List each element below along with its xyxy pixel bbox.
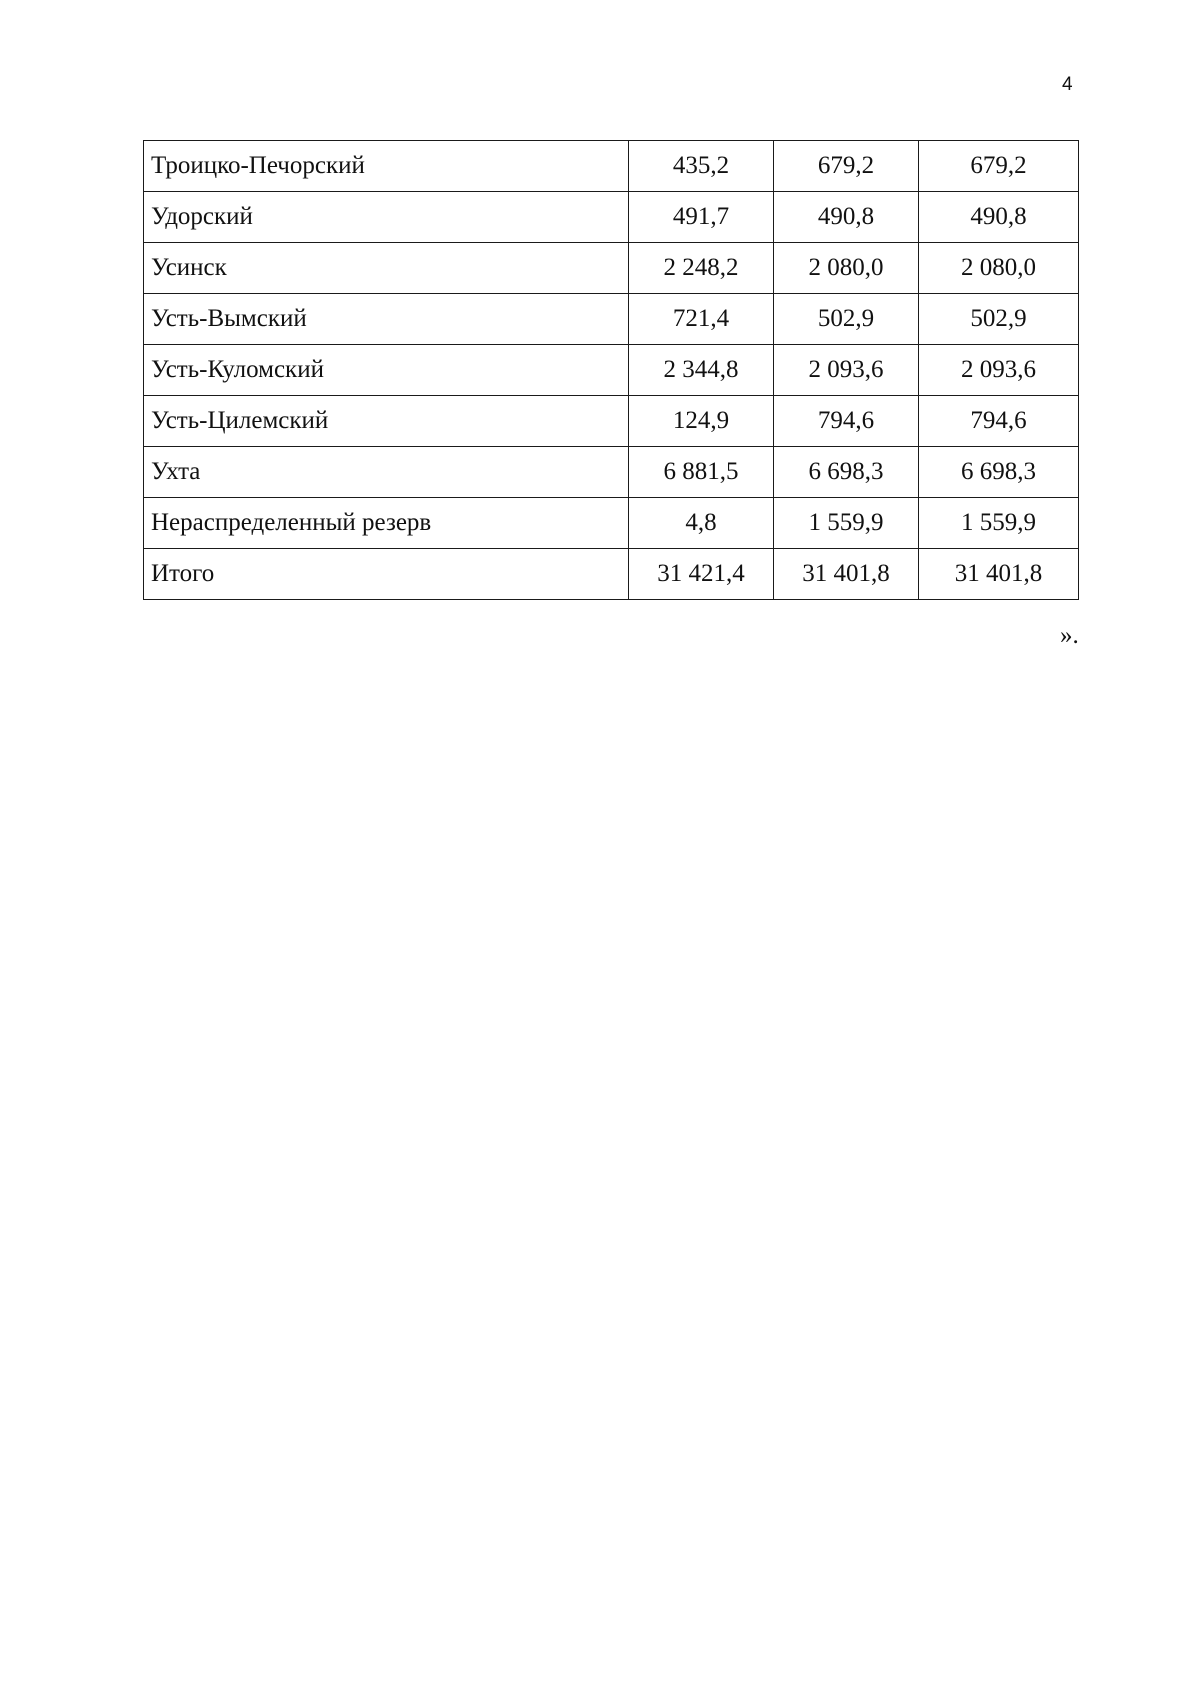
value-cell: 502,9	[919, 294, 1079, 345]
value-cell: 502,9	[774, 294, 919, 345]
total-value-cell: 31 401,8	[919, 549, 1079, 600]
total-label-cell: Итого	[144, 549, 629, 600]
value-cell: 2 080,0	[774, 243, 919, 294]
value-cell: 6 881,5	[629, 447, 774, 498]
value-cell: 2 248,2	[629, 243, 774, 294]
total-value-cell: 31 421,4	[629, 549, 774, 600]
value-cell: 1 559,9	[774, 498, 919, 549]
row-name-cell: Нераспределенный резерв	[144, 498, 629, 549]
row-name-cell: Усть-Куломский	[144, 345, 629, 396]
table-row	[144, 396, 1079, 447]
table-row	[144, 294, 1079, 345]
value-cell: 6 698,3	[919, 447, 1079, 498]
table-row	[144, 141, 1079, 192]
page-number: 4	[1062, 74, 1073, 95]
table-total-row	[144, 549, 1079, 600]
table-row	[144, 498, 1079, 549]
value-cell: 2 093,6	[774, 345, 919, 396]
value-cell: 4,8	[629, 498, 774, 549]
table-row	[144, 345, 1079, 396]
value-cell: 124,9	[629, 396, 774, 447]
row-name-cell: Троицко-Печорский	[144, 141, 629, 192]
row-name-cell: Ухта	[144, 447, 629, 498]
value-cell: 2 093,6	[919, 345, 1079, 396]
table-row	[144, 243, 1079, 294]
value-cell: 1 559,9	[919, 498, 1079, 549]
value-cell: 6 698,3	[774, 447, 919, 498]
value-cell: 794,6	[919, 396, 1079, 447]
value-cell: 679,2	[774, 141, 919, 192]
value-cell: 2 344,8	[629, 345, 774, 396]
table-row	[144, 447, 1079, 498]
value-cell: 721,4	[629, 294, 774, 345]
value-cell: 491,7	[629, 192, 774, 243]
allocation-table	[143, 140, 1079, 600]
row-name-cell: Усть-Цилемский	[144, 396, 629, 447]
value-cell: 435,2	[629, 141, 774, 192]
value-cell: 794,6	[774, 396, 919, 447]
row-name-cell: Усть-Вымский	[144, 294, 629, 345]
value-cell: 490,8	[919, 192, 1079, 243]
total-value-cell: 31 401,8	[774, 549, 919, 600]
value-cell: 2 080,0	[919, 243, 1079, 294]
row-name-cell: Удорский	[144, 192, 629, 243]
row-name-cell: Усинск	[144, 243, 629, 294]
value-cell: 490,8	[774, 192, 919, 243]
closing-quote: ».	[1060, 622, 1079, 649]
value-cell: 679,2	[919, 141, 1079, 192]
table-row	[144, 192, 1079, 243]
